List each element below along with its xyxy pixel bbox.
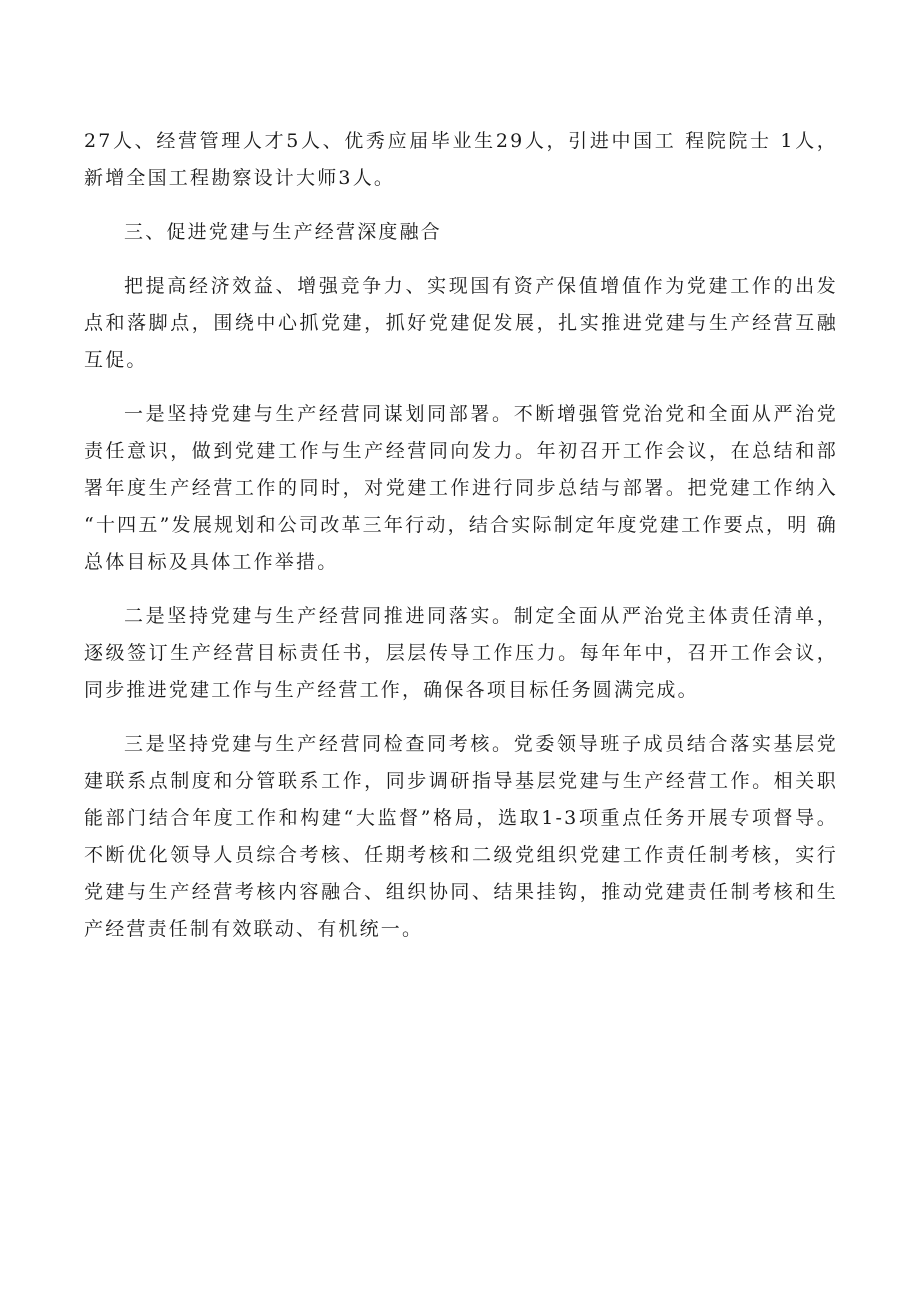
paragraph-point-one: 一是坚持党建与生产经营同谋划同部署。不断增强管党治党和全面从严治党 责任意识，做到党建工作与生产经营同向发力。年初召开工作会议，在总结和部 署年度生产经营工作的同时，对党建工作进行同步总结与部署。把党建工作纳入 “十四五”发展规划和公司改革三年行动，结合实际制定年度党建工作要点，明 确总体目标及具体工作举措。	[84, 403, 838, 573]
paragraph-section-overview: 把提高经济效益、增强竞争力、实现国有资产保值增值作为党建工作的出发 点和落脚点，围绕中心抓党建，抓好党建促发展，扎实推进党建与生产经营互融 互促。	[84, 275, 838, 371]
paragraph-intro-continued: 27人、经营管理人才5人、优秀应届毕业生29人，引进中国工 程院院士 1人，新增全国工程勘察设计大师3人。	[84, 130, 838, 189]
paragraph-point-two: 二是坚持党建与生产经营同推进同落实。制定全面从严治党主体责任清单，逐级签订生产经营目标责任书，层层传导工作压力。每年年中，召开工作会议，同步推进党建工作与生产经营工作，确保各项目标任务圆满完成。	[84, 605, 838, 701]
document-body	[84, 123, 838, 965]
section-heading: 三、促进党建与生产经营深度融合	[124, 221, 443, 243]
paragraph-point-three: 三是坚持党建与生产经营同检查同考核。党委领导班子成员结合落实基层党 建联系点制度和分管联系工作，同步调研指导基层党建与生产经营工作。相关职 能部门结合年度工作和构建“大监督”格局，选取1-3项重点任务开展专项督导。 不断优化领导人员综合考核、任期考核和二级党组织党建工作责任制考核，实行 党建与生产经营考核内容融合、组织协同、结果挂钩，推动党建责任制考核和生 产经营责任制有效联动、有机统一。	[84, 733, 838, 940]
